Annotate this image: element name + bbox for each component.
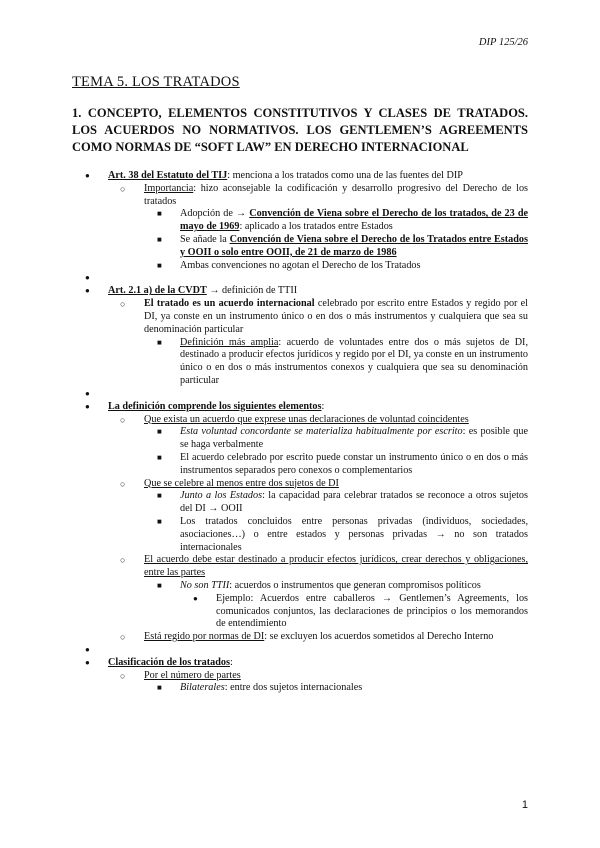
cv1969-pre: Adopción de → [180,208,250,220]
e4-text: Está regido por normas de DI [144,631,265,643]
e3-text: El acuerdo debe estar destinado a producir efectos jurídicos, crear derechos y obligaciones, entre las partes [144,554,528,579]
tratado-def-bold: El tratado es un acuerdo internacional [144,298,315,310]
def-amplia-text: : acuerdo de voluntades entre dos o más sujetos de DI, destinado a producir efectos jurídicos y regido por el DI, ya conste en un instrumento único o en dos o más instrumentos conexos y cualquiera que sea su denominación particular [180,336,528,386]
bullet-cv1969 [144,208,528,234]
bullet-e1 [108,414,528,478]
e2b-text: Los tratados concluidos entre personas privadas (individuos, sociedades, asociaciones…) o entre estados y personas privadas → no son tratados internacionales [180,515,528,553]
document-body [72,170,528,695]
e2a-text: : la capacidad para celebrar tratados se reconoce a otros sujetos del DI → OOII [180,490,528,515]
art21-text: → definición de TTII [206,285,298,297]
bullet-e1b [144,452,528,478]
bullet-tratado-def [108,298,528,388]
bullet-e1a [144,426,528,452]
clasificacion-head: Clasificación de los tratados [108,656,230,668]
c1a-text: : entre dos sujetos internacionales [224,682,363,694]
spacer [72,272,528,285]
e1a-italic: Esta voluntad concordante se materializa habitualmente por escrito [180,426,463,438]
tratado-def-text: celebrado por escrito entre Estados y regido por el DI, ya conste en un instrumento único o en dos o más instrumentos y cualquiera que sea su denominación particular [144,298,528,335]
art38-ref: Art. 38 del Estatuto del TIJ [108,170,228,181]
bullet-elementos [72,401,528,644]
e3a1-text: Ejemplo: Acuerdos entre caballeros → Gentlemen’s Agreements, los comunicados conjuntos, las declaraciones de principios o los memorandos de entendimiento [216,592,528,630]
bullet-importancia [108,183,528,273]
art38-text: : menciona a los tratados como una de las fuentes del DIP [227,170,463,181]
cv1969-post: : aplicado a los tratados entre Estados [239,221,393,233]
e1b-text: El acuerdo celebrado por escrito puede constar un instrumento único o en dos o más instrumentos separados pero conexos o complementarios [180,451,528,476]
cv1986-title: Convención de Viena sobre el Derecho de los Tratados entre Estados y OOII o solo entre OOII, de 21 de marzo de 1986 [180,233,528,258]
e1-text: Que exista un acuerdo que exprese unas declaraciones de voluntad coincidentes [144,413,469,425]
bullet-art38 [72,170,528,272]
section-heading: 1. CONCEPTO, ELEMENTOS CONSTITUTIVOS Y CLASES DE TRATADOS. LOS ACUERDOS NO NORMATIVOS. LOS GENTLEMEN’S AGREEMENTS COMO NORMAS DE “SOFT LAW” EN DERECHO INTERNACIONAL [72,106,528,154]
bullet-e4 [108,631,528,644]
def-amplia-label: Definición más amplia [180,336,279,348]
ambas-text: Ambas convenciones no agotan el Derecho de los Tratados [180,259,421,271]
bullet-c1 [108,670,528,696]
e4-rest: : se excluyen los acuerdos sometidos al Derecho Interno [264,631,494,643]
cv1986-pre: Se añade la [180,233,230,245]
e2a-italic: Junto a los Estados [180,490,263,502]
page-number: 1 [521,799,528,811]
e3a-italic: No son TTII [180,579,230,591]
bullet-e3 [108,554,528,631]
e3a-text: : acuerdos o instrumentos que generan compromisos políticos [229,579,481,591]
bullet-e2a [144,490,528,516]
bullet-ambas [144,260,528,273]
elementos-head: La definición comprende los siguientes elementos [108,400,322,412]
c1a-italic: Bilaterales [180,682,225,694]
bullet-cv1986 [144,234,528,260]
spacer [72,644,528,657]
bullet-e3a [144,580,528,631]
elementos-colon: : [321,400,325,412]
importancia-text: : hizo aconsejable la codificación y desarrollo progresivo del Derecho de los tratados [144,182,528,207]
clasificacion-colon: : [229,656,233,668]
bullet-e3a1 [180,593,528,631]
bullet-clasificacion [72,657,528,695]
cv1969-title: Convención de Viena sobre el Derecho de los tratados, de 23 de mayo de 1969 [180,208,529,233]
bullet-e2 [108,478,528,555]
art21-ref: Art. 2.1 a) de la CVDT [108,285,207,297]
e1a-text: : es posible que se haga verbalmente [180,426,528,451]
bullet-e2b [144,516,528,554]
bullet-def-amplia [144,337,528,388]
document-code: DIP 125/26 [478,37,528,48]
page-title: TEMA 5. LOS TRATADOS [72,74,240,90]
e2-text: Que se celebre al menos entre dos sujetos de DI [144,477,339,489]
bullet-art21 [72,285,528,387]
c1-text: Por el número de partes [144,669,241,681]
importancia-label: Importancia [144,182,194,194]
bullet-c1a [144,682,528,695]
spacer [72,388,528,401]
